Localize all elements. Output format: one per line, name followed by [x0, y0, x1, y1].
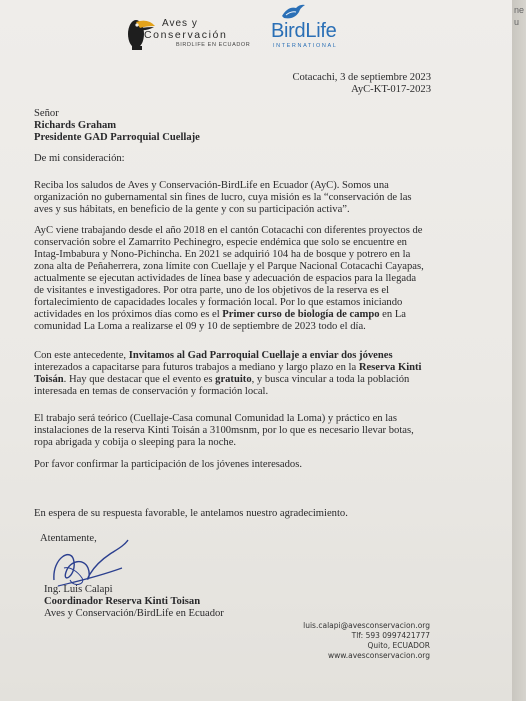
paragraph-line: zona alta de Peñaherrera, zona límite con Cuellaje y el Parque Nacional Cotacachi Cayapas,: [34, 261, 424, 272]
adjacent-page-edge: [512, 0, 526, 701]
birdlife-logo-subtitle: INTERNATIONAL: [273, 43, 338, 49]
letter-reference: AyC-KT-017-2023: [351, 84, 431, 95]
paragraph-confirmation: Por favor confirmar la participación de los jóvenes interesados.: [34, 459, 302, 470]
contact-website: www.avesconservacion.org: [328, 651, 430, 660]
birdlife-bird-icon: [280, 2, 306, 22]
paragraph-line: aves y sus hábitats, en beneficio de la gente y con su participación activa”.: [34, 204, 350, 215]
free-emphasis: gratuito: [215, 374, 252, 385]
paragraph-line: [34, 350, 438, 362]
invitation-emphasis: Invitamos al Gad Parroquial Cuellaje a enviar dos jóvenes: [128, 350, 393, 361]
paragraph-line: El trabajo será teórico (Cuellaje-Casa comunal Comunidad la Loma) y práctico en las: [34, 413, 397, 424]
closing: Atentamente,: [40, 533, 97, 544]
paragraph-line: Reciba los saludos de Aves y Conservación-BirdLife en Ecuador (AyC). Somos una: [34, 180, 389, 191]
contact-location: Quito, ECUADOR: [367, 641, 430, 650]
greeting: De mi consideración:: [34, 153, 125, 164]
paragraph-line: comunidad La Loma a realizarse el 09 y 10 de septiembre de 2023 todo el día.: [34, 321, 366, 332]
recipient-role: Presidente GAD Parroquial Cuellaje: [34, 132, 200, 143]
paragraph-line: ropa abrigada y cobija o sleeping para la noche.: [34, 437, 237, 448]
paragraph-line: organización no gubernamental sin fines de lucro, cuya misión es la “conservación de las: [34, 192, 412, 203]
text-run: Con este antecedente,: [34, 350, 129, 361]
paragraph-line: [34, 374, 438, 386]
text-run: actividades en los próximos días como es el: [34, 309, 223, 320]
text-run: . Hay que destacar que el evento es: [63, 374, 216, 385]
adjacent-page-text-line: ne: [514, 5, 525, 15]
paragraph-line: conservación sobre el Zamarrito Pechinegro, especie endémica que solo se encuentre en: [34, 237, 407, 248]
paragraph-line: Intag-Imbabura y Nono-Pichincha. En 2021 se adquirió 104 ha de bosque y potrero en la: [34, 249, 411, 260]
paragraph-logistics: [34, 413, 438, 449]
reserve-name-emphasis: Toisán: [34, 374, 64, 385]
paragraph-line: actualmente se ejecutan actividades de línea base y adecuación de espacios para la llegada: [34, 273, 417, 284]
paragraph-line: [34, 309, 438, 321]
contact-block: [303, 621, 430, 661]
adjacent-page-text: [514, 4, 524, 28]
paragraph-line: fortalecimiento de capacidades locales y formación local. Por lo que estamos iniciando: [34, 297, 403, 308]
adjacent-page-text-line: u: [514, 17, 520, 27]
paragraph-line: instalaciones de la reserva Kinti Toisán a 3100msnm, por lo que es necesario llevar botas,: [34, 425, 414, 436]
signer-organization: Aves y Conservación/BirdLife en Ecuador: [44, 608, 224, 619]
salutation-title: Señor: [34, 108, 59, 119]
paragraph-background: [34, 225, 438, 333]
text-run: en La: [379, 309, 407, 320]
paragraph-line: AyC viene trabajando desde el año 2018 en el cantón Cotacachi con diferentes proyectos de: [34, 225, 423, 236]
paragraph-line: [34, 362, 438, 374]
text-run: , y busca vincular a toda la población: [251, 374, 410, 385]
ayc-logo-name-line2: Conservación: [144, 29, 228, 41]
paragraph-invitation: [34, 350, 438, 398]
letter-place-date: Cotacachi, 3 de septiembre 2023: [292, 72, 431, 83]
ayc-logo-subtitle: BIRDLIFE EN ECUADOR: [176, 42, 251, 48]
course-name-emphasis: Primer curso de biología de campo: [222, 309, 380, 320]
paragraph-intro: [34, 180, 438, 216]
text-run: interezados a capacitarse para futuros trabajos a mediano y largo plazo en la: [34, 362, 359, 373]
signer-role: Coordinador Reserva Kinti Toisan: [44, 596, 201, 607]
paragraph-line: de visitantes e investigadores. Por otra parte, uno de los objetivos de la reserva es el: [34, 285, 390, 296]
paragraph-line: interesada en temas de conservación y formación local.: [34, 386, 269, 397]
signer-name: Ing. Luis Calapi: [44, 584, 113, 595]
reserve-name-emphasis: Reserva Kinti: [358, 362, 422, 373]
recipient-name: Richards Graham: [34, 120, 117, 131]
contact-email: luis.calapi@avesconservacion.org: [303, 621, 430, 630]
contact-phone: Tlf: 593 0997421777: [351, 631, 430, 640]
closing-line: En espera de su respuesta favorable, le antelamos nuestro agradecimiento.: [34, 508, 348, 519]
ayc-logo-name-line1: Aves y: [162, 18, 198, 29]
birdlife-logo-name: BirdLife: [271, 20, 337, 42]
